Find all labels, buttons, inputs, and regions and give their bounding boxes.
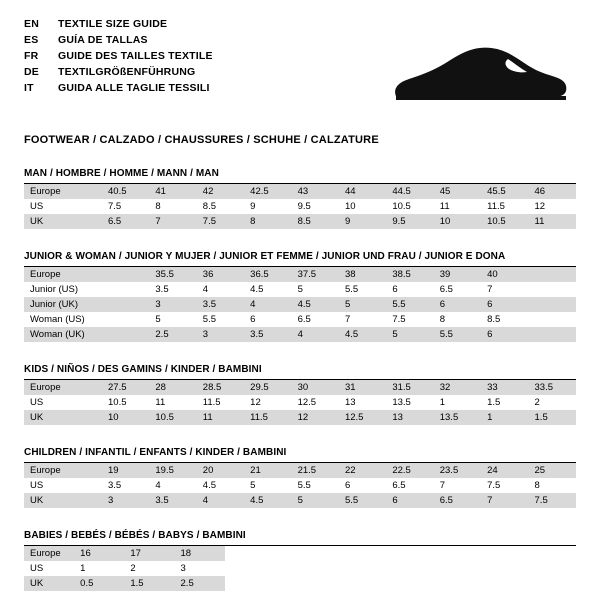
cell: 10.5 [149, 410, 196, 425]
cell: 5.5 [386, 297, 433, 312]
language-row [24, 18, 213, 34]
language-title: GUIDE DES TAILLES TEXTILE [58, 50, 213, 62]
cell: 12 [534, 201, 546, 212]
cell: 42 [197, 184, 244, 199]
cell: 5 [297, 284, 303, 295]
cell [476, 576, 526, 591]
cell: 3 [149, 297, 196, 312]
cell [425, 576, 475, 591]
cell: 21 [244, 463, 291, 478]
cell [325, 576, 375, 591]
cell: 7 [149, 214, 196, 229]
cell: 9.5 [297, 201, 311, 212]
size-block-babies [24, 530, 576, 591]
language-code: EN [24, 18, 39, 30]
size-block-children [24, 447, 576, 508]
cell [526, 561, 576, 576]
cell: 41 [149, 184, 196, 199]
table-row [24, 282, 576, 297]
cell: 6 [481, 297, 528, 312]
cell [375, 561, 425, 576]
cell: 7.5 [108, 201, 122, 212]
cell: 21.5 [292, 463, 339, 478]
cell: 46 [529, 184, 576, 199]
cell: 4.5 [244, 493, 291, 508]
cell: 3.5 [149, 493, 196, 508]
cell: 3.5 [155, 284, 169, 295]
cell [529, 282, 576, 297]
cell [275, 576, 325, 591]
cell: 9 [339, 214, 386, 229]
cell: 1 [481, 410, 528, 425]
row-label: UK [24, 576, 74, 591]
language-code: IT [24, 82, 34, 94]
table-row [24, 199, 576, 214]
size-table [24, 267, 576, 342]
cell: 1.5 [529, 410, 576, 425]
cell: 44 [339, 184, 386, 199]
cell: 5 [155, 314, 161, 325]
cell [102, 282, 149, 297]
cell [375, 576, 425, 591]
language-title: GUÍA DE TALLAS [58, 34, 148, 46]
table-row [24, 561, 576, 576]
cell: 38 [339, 267, 386, 282]
row-label: Woman (UK) [24, 327, 102, 342]
cell: 17 [124, 546, 174, 561]
cell: 1 [439, 397, 446, 408]
cell: 10 [344, 201, 356, 212]
cell [102, 297, 149, 312]
cell [375, 546, 425, 561]
cell: 8 [244, 214, 291, 229]
language-title: TEXTILGRÖßENFÜHRUNG [58, 66, 196, 78]
cell: 4 [197, 493, 244, 508]
cell: 8 [534, 480, 540, 491]
cell [476, 546, 526, 561]
cell: 18 [175, 546, 225, 561]
row-label: US [30, 563, 44, 574]
cell: 8 [439, 314, 446, 325]
row-label: Europe [24, 184, 102, 199]
cell: 12.5 [297, 397, 317, 408]
cell: 12.5 [339, 410, 386, 425]
cell: 24 [481, 463, 528, 478]
cell [529, 327, 576, 342]
block-title: JUNIOR & WOMAN / JUNIOR Y MUJER / JUNIOR ET FEMME / JUNIOR UND FRAU / JUNIOR E DONA [24, 251, 576, 267]
cell: 8 [155, 201, 161, 212]
cell: 5 [339, 297, 386, 312]
cell: 10.5 [108, 397, 127, 408]
cell: 43 [292, 184, 339, 199]
page-header [24, 18, 576, 114]
cell [526, 576, 576, 591]
cell: 10 [102, 410, 149, 425]
cell [102, 312, 149, 327]
cell: 22 [339, 463, 386, 478]
cell: 2.5 [149, 327, 196, 342]
row-label: Europe [24, 267, 102, 282]
cell [225, 576, 275, 591]
dress-shoe-icon [390, 38, 570, 108]
cell: 0.5 [74, 576, 124, 591]
language-title: GUIDA ALLE TAGLIE TESSILI [58, 82, 210, 94]
cell: 6.5 [439, 284, 453, 295]
cell: 19.5 [149, 463, 196, 478]
table-row [24, 395, 576, 410]
cell: 45.5 [481, 184, 528, 199]
language-title: TEXTILE SIZE GUIDE [58, 18, 168, 30]
cell: 2 [534, 397, 540, 408]
size-block-kids [24, 364, 576, 425]
cell: 6 [481, 327, 528, 342]
cell: 7 [439, 480, 446, 491]
row-label: US [30, 201, 44, 212]
cell: 11 [439, 201, 450, 212]
cell: 6.5 [392, 480, 406, 491]
cell: 1 [80, 563, 86, 574]
row-label: UK [24, 410, 102, 425]
cell: 31 [339, 380, 386, 395]
cell: 31.5 [386, 380, 433, 395]
table-row [24, 546, 576, 561]
row-label: Europe [24, 546, 74, 561]
table-row [24, 312, 576, 327]
cell: 40.5 [102, 184, 149, 199]
table-row [24, 410, 576, 425]
row-label: Woman (US) [30, 314, 85, 325]
row-label: UK [24, 493, 102, 508]
language-code: FR [24, 50, 39, 62]
cell: 30 [292, 380, 339, 395]
cell [425, 546, 475, 561]
cell: 28 [149, 380, 196, 395]
cell: 7 [344, 314, 351, 325]
cell: 16 [74, 546, 124, 561]
block-title: BABIES / BEBÉS / BÉBÉS / BABYS / BAMBINI [24, 530, 576, 546]
cell [526, 546, 576, 561]
cell: 27.5 [102, 380, 149, 395]
size-block-man [24, 168, 576, 229]
cell: 7.5 [197, 214, 244, 229]
cell: 5.5 [297, 480, 311, 491]
cell: 7 [487, 284, 493, 295]
cell: 5 [250, 480, 256, 491]
cell: 8.5 [202, 201, 216, 212]
cell: 33.5 [529, 380, 576, 395]
cell: 1.5 [487, 397, 501, 408]
cell [225, 546, 275, 561]
cell: 35.5 [149, 267, 196, 282]
cell: 12 [292, 410, 339, 425]
cell: 11 [529, 214, 576, 229]
cell: 8.5 [292, 214, 339, 229]
size-table [24, 463, 576, 508]
table-row [24, 478, 576, 493]
cell: 11.5 [244, 410, 291, 425]
cell: 6.5 [434, 493, 481, 508]
cell [275, 546, 325, 561]
cell: 11.5 [487, 201, 505, 212]
cell [529, 267, 576, 282]
cell: 7.5 [392, 314, 406, 325]
cell: 4.5 [292, 297, 339, 312]
cell: 37.5 [292, 267, 339, 282]
cell: 8.5 [487, 314, 501, 325]
cell: 3.5 [108, 480, 122, 491]
cell: 36.5 [244, 267, 291, 282]
size-table [24, 380, 576, 425]
language-titles [24, 18, 213, 98]
cell: 3 [180, 563, 186, 574]
cell [325, 546, 375, 561]
cell: 1.5 [124, 576, 174, 591]
cell: 19 [102, 463, 149, 478]
cell: 5 [386, 327, 433, 342]
language-row [24, 50, 213, 66]
cell: 5.5 [434, 327, 481, 342]
language-row [24, 82, 213, 98]
cell: 5.5 [202, 314, 216, 325]
cell: 11 [197, 410, 244, 425]
row-label: US [30, 480, 44, 491]
size-block-junior-woman [24, 251, 576, 342]
row-label: Europe [24, 463, 102, 478]
cell: 20 [197, 463, 244, 478]
table-row [24, 297, 576, 312]
cell: 13.5 [392, 397, 411, 408]
block-title: MAN / HOMBRE / HOMME / MANN / MAN [24, 168, 576, 184]
cell: 6.5 [102, 214, 149, 229]
cell: 4 [244, 297, 291, 312]
cell: 44.5 [386, 184, 433, 199]
cell: 33 [481, 380, 528, 395]
cell: 45 [434, 184, 481, 199]
row-label: Junior (UK) [24, 297, 102, 312]
cell: 29.5 [244, 380, 291, 395]
cell: 3.5 [244, 327, 291, 342]
cell: 2 [130, 563, 136, 574]
footwear-section-title: FOOTWEAR / CALZADO / CHAUSSURES / SCHUHE / CALZATURE [24, 134, 379, 146]
cell: 6 [344, 480, 351, 491]
cell: 3 [102, 493, 149, 508]
cell: 13.5 [434, 410, 481, 425]
cell [102, 267, 149, 282]
table-row [24, 214, 576, 229]
cell: 6.5 [297, 314, 311, 325]
cell [529, 312, 576, 327]
cell: 5.5 [339, 493, 386, 508]
cell: 40 [481, 267, 528, 282]
cell: 9 [250, 201, 256, 212]
row-label: UK [24, 214, 102, 229]
language-row [24, 34, 213, 50]
cell: 25 [529, 463, 576, 478]
row-label: US [30, 397, 44, 408]
cell: 42.5 [244, 184, 291, 199]
cell: 12 [250, 397, 261, 408]
cell: 13 [344, 397, 356, 408]
table-row [24, 493, 576, 508]
table-row [24, 576, 576, 591]
table-row [24, 184, 576, 199]
language-row [24, 66, 213, 82]
cell: 36 [197, 267, 244, 282]
cell: 5 [292, 493, 339, 508]
language-code: DE [24, 66, 39, 78]
cell: 3 [197, 327, 244, 342]
table-row [24, 267, 576, 282]
cell: 39 [434, 267, 481, 282]
cell: 23.5 [434, 463, 481, 478]
cell: 6 [392, 284, 398, 295]
cell: 32 [434, 380, 481, 395]
cell: 4 [202, 284, 209, 295]
size-table [24, 546, 576, 591]
language-code: ES [24, 34, 39, 46]
cell [102, 327, 149, 342]
row-label: Junior (US) [30, 284, 79, 295]
cell [529, 297, 576, 312]
cell [425, 561, 475, 576]
table-row [24, 463, 576, 478]
block-title: KIDS / NIÑOS / DES GAMINS / KINDER / BAMBINI [24, 364, 576, 380]
row-label: Europe [24, 380, 102, 395]
cell [476, 561, 526, 576]
cell: 5.5 [344, 284, 359, 295]
cell: 10.5 [392, 201, 411, 212]
cell [225, 561, 275, 576]
cell: 2.5 [175, 576, 225, 591]
cell: 6 [434, 297, 481, 312]
cell: 22.5 [386, 463, 433, 478]
cell: 28.5 [197, 380, 244, 395]
cell: 38.5 [386, 267, 433, 282]
cell: 13 [386, 410, 433, 425]
cell: 10.5 [481, 214, 528, 229]
cell [275, 561, 325, 576]
table-row [24, 380, 576, 395]
cell: 4.5 [339, 327, 386, 342]
size-table [24, 184, 576, 229]
cell: 10 [434, 214, 481, 229]
cell: 6 [250, 314, 256, 325]
table-row [24, 327, 576, 342]
cell: 7.5 [487, 480, 501, 491]
cell: 11.5 [202, 397, 221, 408]
cell: 11 [155, 397, 166, 408]
cell: 4 [292, 327, 339, 342]
cell: 4 [155, 480, 161, 491]
block-title: CHILDREN / INFANTIL / ENFANTS / KINDER / BAMBINI [24, 447, 576, 463]
cell: 4.5 [202, 480, 216, 491]
cell: 7.5 [529, 493, 576, 508]
cell: 9.5 [386, 214, 433, 229]
cell [325, 561, 375, 576]
cell: 3.5 [197, 297, 244, 312]
cell: 6 [386, 493, 433, 508]
cell: 4.5 [250, 284, 264, 295]
cell: 7 [481, 493, 528, 508]
